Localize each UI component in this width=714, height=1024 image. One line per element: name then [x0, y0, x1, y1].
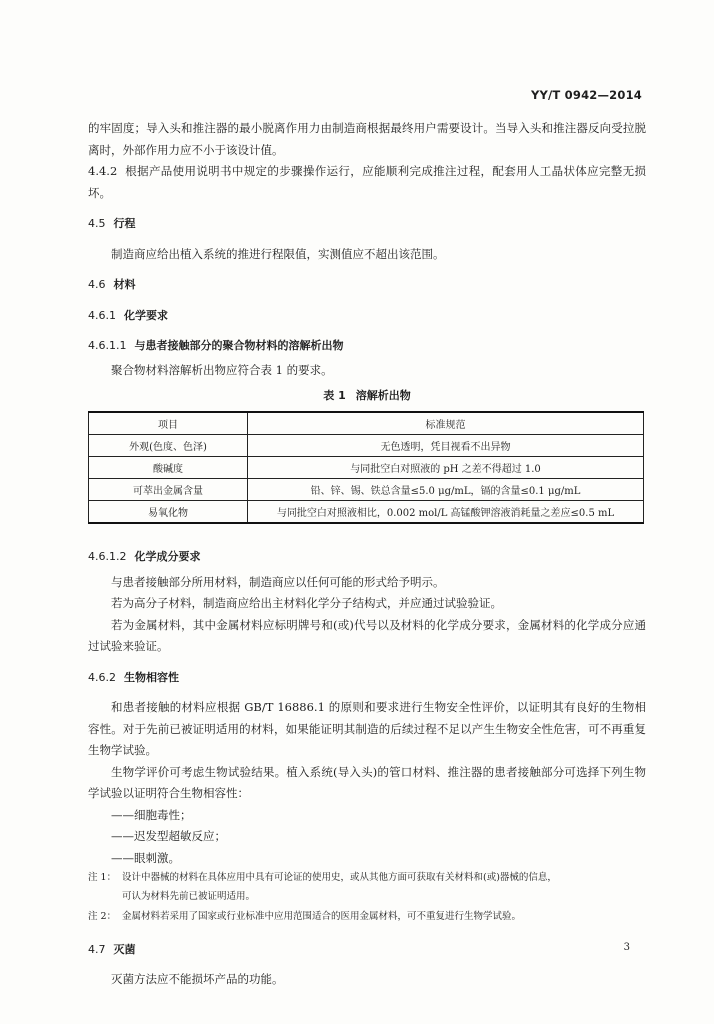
- heading-title: 与患者接触部分的聚合物材料的溶解析出物: [134, 339, 344, 352]
- heading-title: 化学要求: [124, 308, 168, 322]
- paragraph-4-6-2-b: 生物学评价可考虑生物试验结果。植入系统(导入头)的管口材料、推注器的患者接触部分可选择下列生物学试验以证明符合生物相容性：: [88, 764, 646, 800]
- heading-number: 4.7: [88, 942, 106, 956]
- table-number: 表 1: [323, 389, 346, 402]
- table-row: [89, 457, 644, 479]
- paragraph-4-6-1-2-b: 若为高分子材料，制造商应给出主材料化学分子结构式，并应通过试验验证。: [111, 596, 502, 610]
- table-cell: 易氧化物: [89, 501, 248, 524]
- heading-number: 4.6: [88, 278, 106, 291]
- standard-code: YY/T 0942—2014: [530, 88, 642, 102]
- table-header-row: [89, 412, 644, 435]
- note-1: [88, 869, 646, 906]
- page-number: 3: [623, 942, 630, 953]
- table-cell: 酸碱度: [89, 457, 248, 479]
- paragraph-4-6-1-2-c: 若为金属材料，其中金属材料应标明牌号和(或)代号以及材料的化学成分要求，金属材料的化学成分应通过试验来验证。: [88, 617, 646, 653]
- table-header-cell: 标准规范: [248, 412, 644, 435]
- heading-4-6-1-1: [88, 335, 646, 357]
- note-2: [88, 908, 646, 927]
- table-cell: 与同批空白对照液的 pH 之差不得超过 1.0: [248, 457, 644, 479]
- table-cell: 与同批空白对照液相比，0.002 mol/L 高锰酸钾溶液消耗量之差应≤0.5 mL: [248, 501, 644, 524]
- clause-4-4-2: [88, 161, 646, 204]
- heading-title: 行程: [113, 217, 136, 230]
- table-header-cell: 项目: [89, 412, 248, 435]
- table-cell: 可萃出金属含量: [89, 479, 248, 501]
- paragraph-4-7: 灭菌方法应不能损坏产品的功能。: [111, 972, 284, 986]
- list-item: ——眼刺激。: [111, 850, 180, 865]
- paragraph-4-6-1-2-a: 与患者接触部分所用材料，制造商应以任何可能的形式给予明示。: [111, 574, 445, 589]
- heading-4-6-1-2: [88, 546, 646, 568]
- note-label: 注 1：: [88, 872, 117, 883]
- heading-title: 材料: [113, 278, 136, 291]
- heading-title: 灭菌: [113, 942, 136, 956]
- clause-number: 4.4.2: [88, 164, 118, 178]
- note-label: 注 2：: [88, 911, 117, 922]
- list-item: ——迟发型超敏反应；: [111, 829, 226, 843]
- note-text: 金属材料若采用了国家或行业标准中应用范围适合的医用金属材料，可不重复进行生物学试验。: [122, 911, 522, 922]
- paragraph-top: 的牢固度；导入头和推注器的最小脱离作用力由制造商根据最终用户需要设计。当导入头和推注器反向受拉脱离时，外部作用力应不小于该设计值。: [88, 121, 646, 157]
- page-content: [88, 118, 646, 991]
- paragraph-4-6-2-a: 和患者接触的材料应根据 GB/T 16886.1 的原则和要求进行生物安全性评价，以证明其有良好的生物相容性。对于先前已被证明适用的材料，如果能证明其制造的后续过程不足以产生生物安全性危害，可不再重复生物学试验。: [88, 700, 646, 757]
- paragraph-4-6-1-1: 聚合物材料溶解析出物应符合表 1 的要求。: [111, 362, 333, 377]
- solubles-table: [88, 411, 644, 524]
- clause-text: 根据产品使用说明书中规定的步骤操作运行，应能顺利完成推注过程，配套用人工晶状体应完整无损坏。: [88, 164, 646, 200]
- heading-number: 4.6.1.1: [88, 339, 127, 352]
- table-row: [89, 479, 644, 501]
- table-row: [89, 501, 644, 524]
- paragraph-4-5: 制造商应给出植入系统的推进行程限值，实测值应不超出该范围。: [111, 246, 445, 261]
- heading-4-7: [88, 939, 646, 961]
- heading-number: 4.6.1.2: [88, 550, 127, 563]
- heading-4-6-2: [88, 667, 646, 689]
- table-cell: 铅、锌、锡、铁总含量≤5.0 μg/mL，镉的含量≤0.1 μg/mL: [248, 479, 644, 501]
- table-cell: 外观(色度、色泽): [89, 435, 248, 457]
- heading-number: 4.5: [88, 217, 106, 230]
- heading-title: 生物相容性: [124, 670, 179, 684]
- note-text-continued: 可认为材料先前已被证明适用。: [122, 890, 256, 902]
- heading-4-6: [88, 274, 646, 296]
- heading-4-6-1: [88, 305, 646, 327]
- table-caption: 溶解析出物: [355, 389, 411, 402]
- list-item: ——细胞毒性；: [111, 807, 192, 822]
- heading-number: 4.6.1: [88, 308, 116, 322]
- heading-4-5: [88, 213, 646, 235]
- table-title: [88, 385, 646, 406]
- heading-number: 4.6.2: [88, 670, 116, 684]
- table-row: [89, 435, 644, 457]
- note-text: 设计中器械的材料在具体应用中具有可论证的使用史，或从其他方面可获取有关材料和(或)器械的信息，: [122, 872, 557, 883]
- table-cell: 无色透明，凭目视看不出异物: [248, 435, 644, 457]
- heading-title: 化学成分要求: [134, 550, 201, 563]
